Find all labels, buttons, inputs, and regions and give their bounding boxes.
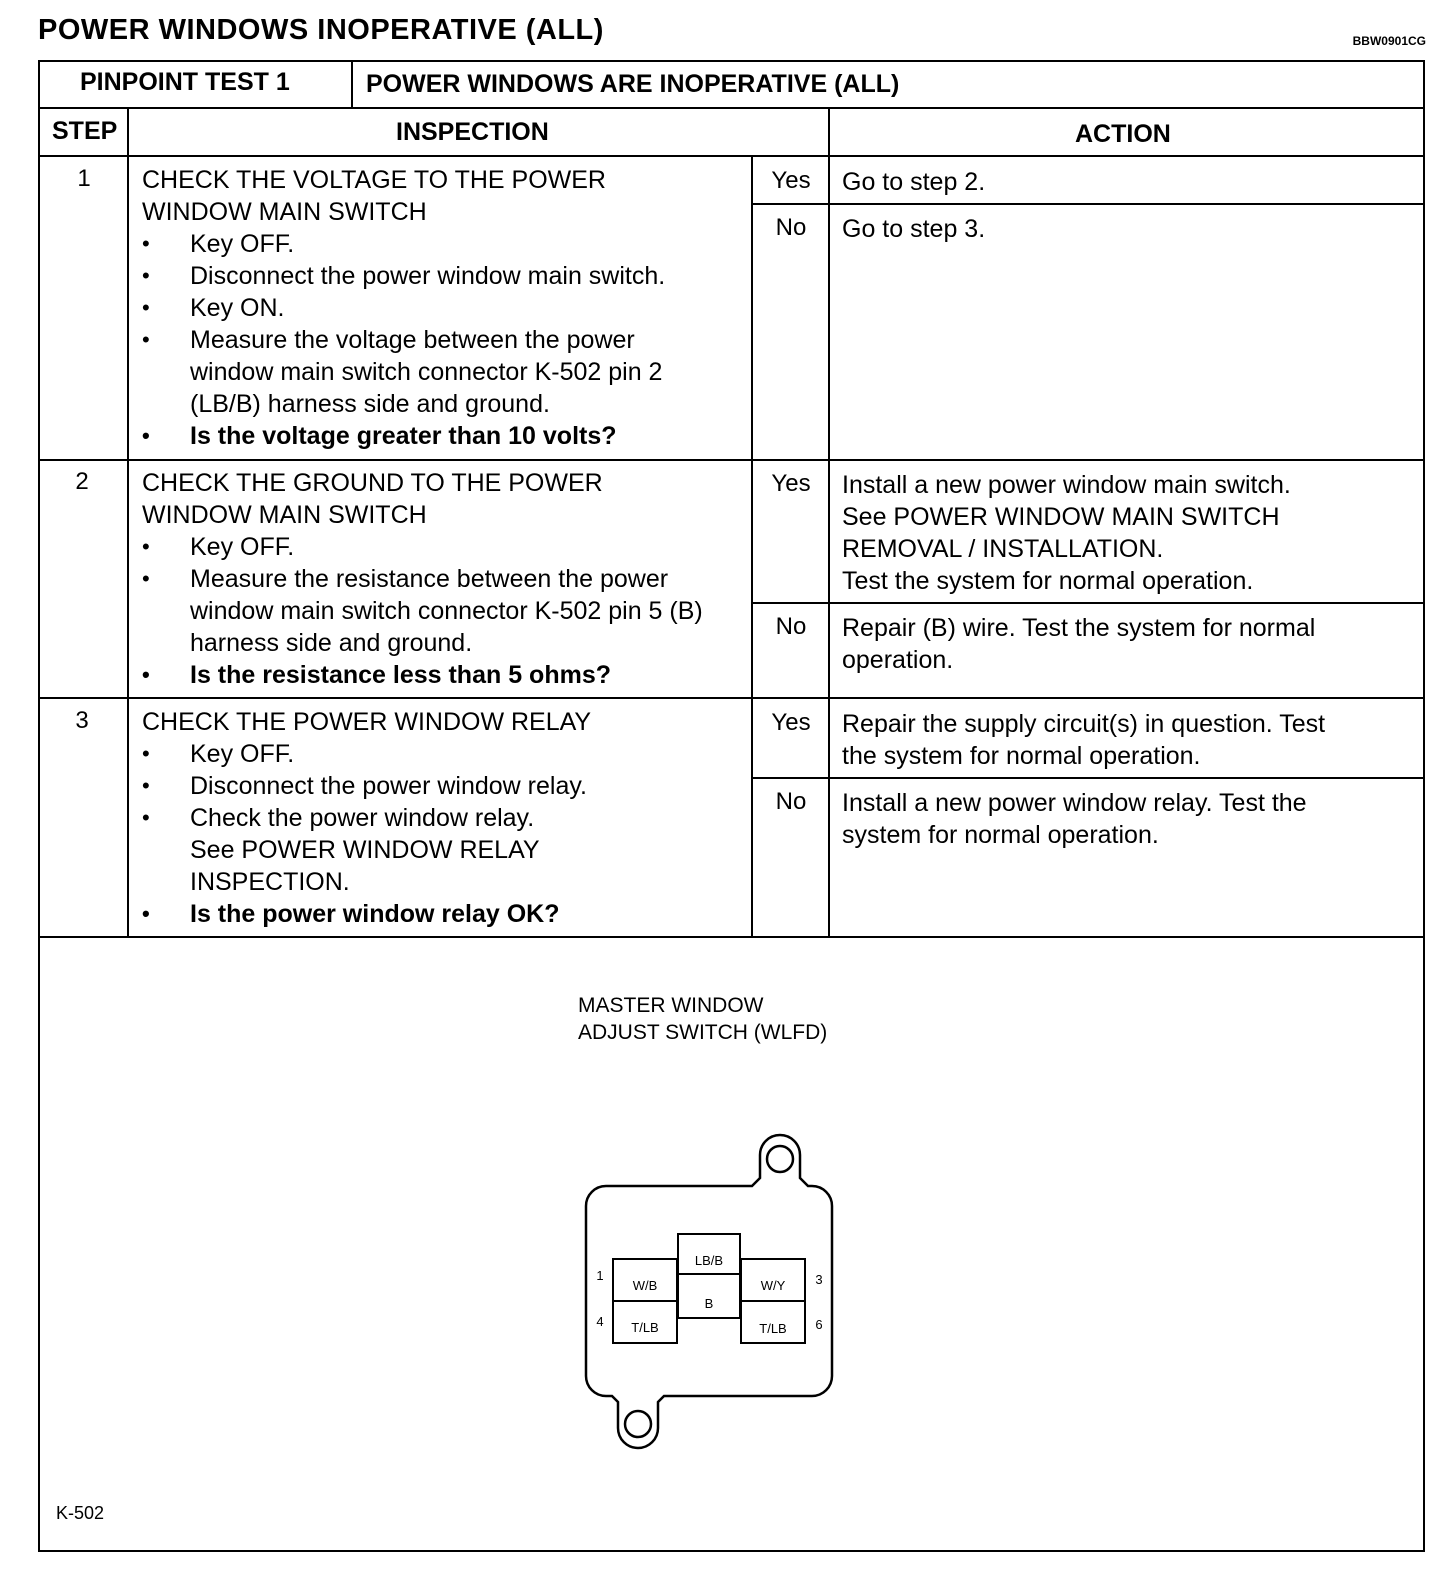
no-label: No xyxy=(775,613,807,640)
action-line: Go to step 2. xyxy=(842,168,986,196)
yes-action xyxy=(842,469,1402,597)
row-divider xyxy=(38,936,1425,938)
row-divider xyxy=(38,697,1425,699)
no-action xyxy=(842,213,1402,245)
bullet-item: • Check the power window relay. xyxy=(142,802,742,834)
action-line: See POWER WINDOW MAIN SWITCH xyxy=(842,503,1280,531)
action-line: system for normal operation. xyxy=(842,821,1159,849)
yes-label: Yes xyxy=(771,470,811,497)
action-line: Repair the supply circuit(s) in question. Test xyxy=(842,710,1326,738)
inspection-cell xyxy=(142,164,742,452)
pin-number: 4 xyxy=(596,1314,604,1329)
no-action xyxy=(842,612,1402,676)
diagram-title xyxy=(578,992,827,1046)
bullet-item: • Key OFF. xyxy=(142,738,742,770)
yes-action xyxy=(842,708,1402,772)
yes-no-divider xyxy=(751,203,1425,205)
inspection-heading: WINDOW MAIN SWITCH xyxy=(142,198,427,226)
yes-action xyxy=(842,166,1402,198)
action-line: Install a new power window relay. Test the xyxy=(842,789,1307,817)
row-divider xyxy=(38,155,1425,157)
step-number: 1 xyxy=(77,165,91,192)
col-divider xyxy=(127,107,129,937)
connector-label: K-502 xyxy=(56,1503,105,1523)
pin-number: 3 xyxy=(815,1272,823,1287)
step-header: STEP xyxy=(52,117,118,145)
inspection-bullets xyxy=(142,531,742,691)
question-item: • Is the resistance less than 5 ohms? xyxy=(142,659,742,691)
action-line: Repair (B) wire. Test the system for normal xyxy=(842,614,1316,642)
bullet-item: • Key OFF. xyxy=(142,228,742,260)
yes-label: Yes xyxy=(771,709,811,736)
question-item: • Is the voltage greater than 10 volts? xyxy=(142,420,742,452)
action-line: Go to step 3. xyxy=(842,215,986,243)
document-code: BBW0901CG xyxy=(1352,34,1426,48)
diagram-title-line: ADJUST SWITCH (WLFD) xyxy=(578,1021,828,1044)
question-item: • Is the power window relay OK? xyxy=(142,898,742,930)
page-title: POWER WINDOWS INOPERATIVE (ALL) xyxy=(38,14,604,46)
col-divider xyxy=(351,60,353,108)
bullet-item: • Measure the resistance between the power window main switch connector K-502 pin 5 (B) harness side and ground. xyxy=(142,563,730,659)
bullet-item: • Disconnect the power window relay. xyxy=(142,770,742,802)
inspection-bullets xyxy=(142,738,742,930)
mounting-hole xyxy=(625,1411,651,1437)
diagram-title-line: MASTER WINDOW xyxy=(578,994,764,1017)
action-header: ACTION xyxy=(1075,120,1171,148)
inspection-heading: CHECK THE VOLTAGE TO THE POWER xyxy=(142,166,606,194)
pin-wire-label: W/Y xyxy=(760,1278,786,1293)
pin-wire-label: LB/B xyxy=(694,1253,724,1268)
inspection-cell xyxy=(142,706,742,930)
inspection-heading: CHECK THE GROUND TO THE POWER xyxy=(142,469,603,497)
action-line: Install a new power window main switch. xyxy=(842,471,1291,499)
pin-wire-label: B xyxy=(704,1296,714,1311)
bullet-item: • Key ON. xyxy=(142,292,742,324)
test-label: PINPOINT TEST 1 xyxy=(80,68,290,96)
action-line: the system for normal operation. xyxy=(842,742,1201,770)
inspection-cell xyxy=(142,467,742,691)
inspection-bullets xyxy=(142,228,742,452)
inspection-heading: CHECK THE POWER WINDOW RELAY xyxy=(142,708,592,736)
see-reference: See POWER WINDOW RELAY INSPECTION. xyxy=(190,836,540,896)
action-line: REMOVAL / INSTALLATION. xyxy=(842,535,1164,563)
test-title: POWER WINDOWS ARE INOPERATIVE (ALL) xyxy=(366,70,900,98)
bullet-item: • Disconnect the power window main switch. xyxy=(142,260,742,292)
action-line: Test the system for normal operation. xyxy=(842,567,1254,595)
row-divider xyxy=(38,107,1425,109)
pin-number: 6 xyxy=(815,1317,823,1332)
bullet-item: • Key OFF. xyxy=(142,531,742,563)
yes-no-divider xyxy=(751,602,1425,604)
pin-number: 1 xyxy=(596,1268,604,1283)
yes-no-divider xyxy=(751,777,1425,779)
connector-diagram xyxy=(560,1120,860,1460)
inspection-header: INSPECTION xyxy=(396,118,549,146)
step-number: 2 xyxy=(75,468,89,495)
bullet-item: • Measure the voltage between the power window main switch connector K-502 pin 2 (LB/B) harness side and ground. xyxy=(142,324,715,420)
no-action xyxy=(842,787,1402,851)
step-number: 3 xyxy=(75,707,89,734)
row-divider xyxy=(38,459,1425,461)
col-divider xyxy=(751,155,753,937)
pin-wire-label: T/LB xyxy=(631,1320,659,1335)
action-line: operation. xyxy=(842,646,954,674)
no-label: No xyxy=(775,214,807,241)
mounting-hole xyxy=(767,1146,793,1172)
pin-wire-label: W/B xyxy=(632,1278,658,1293)
pin-wire-label: T/LB xyxy=(759,1321,787,1336)
inspection-heading: WINDOW MAIN SWITCH xyxy=(142,501,427,529)
no-label: No xyxy=(775,788,807,815)
yes-label: Yes xyxy=(771,167,811,194)
